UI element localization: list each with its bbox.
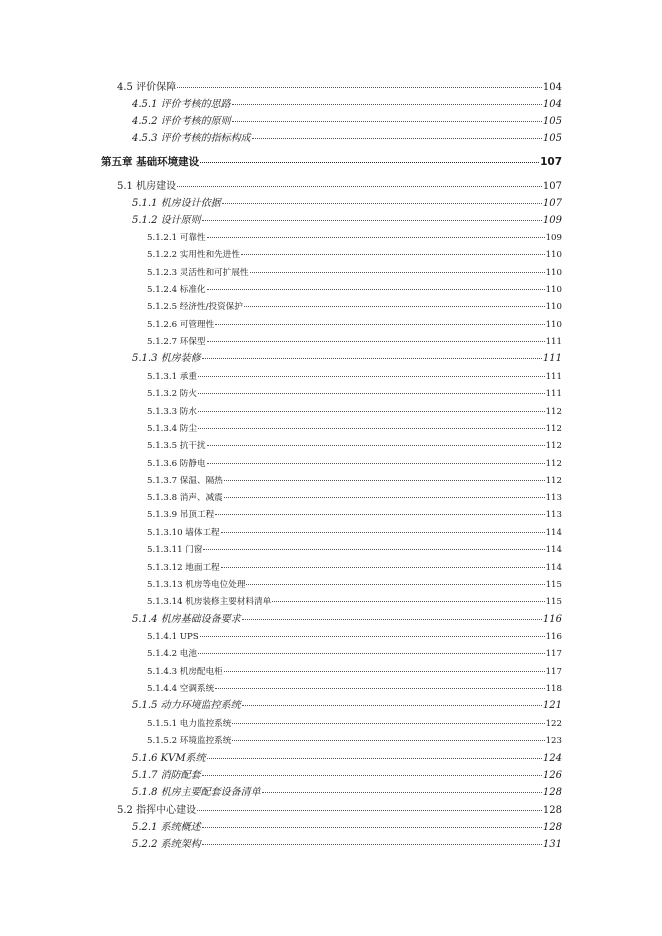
toc-entry-section[interactable] <box>117 180 562 194</box>
toc-dot-leader <box>207 758 542 759</box>
toc-dot-leader <box>198 376 545 377</box>
toc-entry-title: 5.1.5.2 环境监控系统 <box>147 736 232 746</box>
toc-entry-sub[interactable] <box>132 838 562 852</box>
toc-entry-title: 5.1 机房建设 <box>117 181 177 192</box>
toc-entry-subsub[interactable] <box>147 335 562 349</box>
toc-page-number: 131 <box>542 839 562 850</box>
toc-page-number: 110 <box>545 285 562 295</box>
toc-page-number: 110 <box>545 268 562 278</box>
toc-entry-title: 5.1.3.11 门窗 <box>147 545 203 555</box>
toc-page-number: 112 <box>545 424 562 434</box>
toc-page-number: 111 <box>545 372 562 382</box>
toc-page-number: 105 <box>542 116 562 127</box>
toc-entry-title: 5.1.5.1 电力监控系统 <box>147 719 232 729</box>
toc-page-number: 121 <box>542 700 562 711</box>
toc-entry-title: 5.1.3.6 防静电 <box>147 459 206 469</box>
toc-page-number: 123 <box>545 736 562 746</box>
toc-page-number: 128 <box>542 822 562 833</box>
toc-entry-subsub[interactable] <box>147 491 562 505</box>
toc-entry-title: 第五章 基础环境建设 <box>101 156 200 168</box>
toc-dot-leader <box>242 705 542 706</box>
toc-dot-leader <box>207 289 545 290</box>
toc-entry-subsub[interactable] <box>147 439 562 453</box>
toc-entry-title: 5.1.3.13 机房等电位处理 <box>147 580 246 590</box>
toc-entry-title: 5.1.4.2 电池 <box>147 649 197 659</box>
toc-dot-leader <box>246 584 544 585</box>
toc-entry-section[interactable] <box>117 81 562 95</box>
toc-entry-title: 4.5.1 评价考核的思路 <box>132 99 231 110</box>
toc-entry-subsub[interactable] <box>147 543 562 557</box>
toc-dot-leader <box>232 104 542 105</box>
toc-entry-title: 5.1.3.2 防火 <box>147 389 197 399</box>
toc-dot-leader <box>222 203 542 204</box>
toc-page-number: 128 <box>542 787 562 798</box>
toc-dot-leader <box>262 792 542 793</box>
toc-page-number: 118 <box>545 684 562 694</box>
toc-entry-sub[interactable] <box>132 699 562 713</box>
toc-dot-leader <box>221 532 545 533</box>
toc-entry-subsub[interactable] <box>147 508 562 522</box>
toc-page-number: 112 <box>545 441 562 451</box>
toc-dot-leader <box>215 688 544 689</box>
toc-entry-title: 5.1.2 设计原则 <box>132 215 201 226</box>
toc-page-number: 107 <box>542 181 562 192</box>
toc-entry-subsub[interactable] <box>147 682 562 696</box>
toc-page-number: 107 <box>542 198 562 209</box>
toc-entry-title: 5.1.3.7 保温、隔热 <box>147 476 223 486</box>
toc-dot-leader <box>207 445 545 446</box>
toc-dot-leader <box>207 341 545 342</box>
toc-entry-title: 4.5.2 评价考核的原则 <box>132 116 231 127</box>
toc-entry-title: 5.1.3.3 防水 <box>147 407 197 417</box>
toc-dot-leader <box>215 324 544 325</box>
toc-entry-title: 5.1.5 动力环境监控系统 <box>132 700 241 711</box>
toc-entry-sub[interactable] <box>132 352 562 366</box>
toc-entry-subsub[interactable] <box>147 647 562 661</box>
toc-dot-leader <box>197 810 542 811</box>
toc-entry-title: 5.1.2.2 实用性和先进性 <box>147 250 240 260</box>
toc-entry-title: 5.1.2.3 灵活性和可扩展性 <box>147 268 249 278</box>
toc-dot-leader <box>202 775 542 776</box>
toc-page-number: 116 <box>545 632 562 642</box>
toc-page-number: 115 <box>545 580 562 590</box>
toc-entry-section[interactable] <box>117 804 562 818</box>
toc-entry-subsub[interactable] <box>147 370 562 384</box>
toc-entry-title: 5.2.1 系统概述 <box>132 822 201 833</box>
toc-dot-leader <box>232 723 544 724</box>
toc-page-number: 109 <box>542 215 562 226</box>
toc-entry-subsub[interactable] <box>147 422 562 436</box>
toc-entry-subsub[interactable] <box>147 630 562 644</box>
toc-entry-title: 5.1.8 机房主要配套设备清单 <box>132 787 261 798</box>
toc-dot-leader <box>207 237 545 238</box>
toc-page-number: 111 <box>545 389 562 399</box>
toc-entry-title: 4.5 评价保障 <box>117 82 177 93</box>
toc-entry-sub[interactable] <box>132 786 562 800</box>
toc-page-number: 104 <box>542 82 562 93</box>
toc-entry-subsub[interactable] <box>147 474 562 488</box>
toc-entry-title: 5.1.2.4 标准化 <box>147 285 206 295</box>
toc-dot-leader <box>224 671 545 672</box>
toc-dot-leader <box>202 844 542 845</box>
toc-entry-title: 5.1.2.6 可管理性 <box>147 320 215 330</box>
toc-dot-leader <box>198 428 545 429</box>
toc-entry-sub[interactable] <box>132 214 562 228</box>
toc-page-number: 113 <box>545 510 562 520</box>
toc-entry-subsub[interactable] <box>147 717 562 731</box>
toc-dot-leader <box>202 358 542 359</box>
toc-entry-subsub[interactable] <box>147 387 562 401</box>
toc-dot-leader <box>198 653 545 654</box>
toc-entry-title: 5.1.7 消防配套 <box>132 770 201 781</box>
toc-dot-leader <box>200 636 545 637</box>
toc-dot-leader <box>232 121 542 122</box>
toc-page-number: 110 <box>545 302 562 312</box>
toc-page-number: 117 <box>545 667 562 677</box>
toc-dot-leader <box>272 601 544 602</box>
toc-entry-title: 5.1.3 机房装修 <box>132 353 201 364</box>
toc-dot-leader <box>224 480 545 481</box>
toc-entry-title: 5.1.3.5 抗干扰 <box>147 441 206 451</box>
toc-page-number: 111 <box>542 353 562 364</box>
toc-entry-title: 5.1.4.4 空调系统 <box>147 684 215 694</box>
toc-entry-subsub[interactable] <box>147 526 562 540</box>
toc-entry-sub[interactable] <box>132 769 562 783</box>
toc-dot-leader <box>202 827 542 828</box>
toc-entry-title: 5.1.4.1 UPS <box>147 632 199 642</box>
toc-entry-title: 5.1.3.1 承重 <box>147 372 197 382</box>
toc-page-number: 105 <box>542 133 562 144</box>
toc-entry-sub[interactable] <box>132 115 562 129</box>
toc-page-number: 109 <box>545 233 562 243</box>
toc-entry-title: 5.2.2 系统架构 <box>132 839 201 850</box>
toc-dot-leader <box>241 254 545 255</box>
toc-dot-leader <box>242 619 542 620</box>
toc-page-number: 114 <box>545 563 562 573</box>
toc-entry-title: 5.1.1 机房设计依据 <box>132 198 221 209</box>
toc-entry-subsub[interactable] <box>147 231 562 245</box>
toc-page-number: 128 <box>542 805 562 816</box>
toc-entry-title: 5.1.3.4 防尘 <box>147 424 197 434</box>
toc-entry-sub[interactable] <box>132 197 562 211</box>
toc-dot-leader <box>198 393 545 394</box>
toc-entry-subsub[interactable] <box>147 665 562 679</box>
toc-entry-subsub[interactable] <box>147 266 562 280</box>
toc-page-number: 113 <box>545 493 562 503</box>
toc-entry-subsub[interactable] <box>147 283 562 297</box>
toc-dot-leader <box>215 514 544 515</box>
toc-entry-subsub[interactable] <box>147 734 562 748</box>
toc-dot-leader <box>203 549 544 550</box>
toc-page-number: 115 <box>545 597 562 607</box>
toc-dot-leader <box>232 740 544 741</box>
toc-page-number: 116 <box>542 614 562 625</box>
toc-entry-title: 5.1.2.7 环保型 <box>147 337 206 347</box>
toc-page-number: 110 <box>545 250 562 260</box>
toc-page-number: 112 <box>545 459 562 469</box>
toc-entry-title: 5.1.2.5 经济性/投资保护 <box>147 302 243 312</box>
toc-entry-subsub[interactable] <box>147 457 562 471</box>
toc-dot-leader <box>177 87 542 88</box>
toc-entry-subsub[interactable] <box>147 318 562 332</box>
toc-entry-sub[interactable] <box>132 132 562 146</box>
toc-entry-title: 5.1.4 机房基础设备要求 <box>132 614 241 625</box>
toc-dot-leader <box>244 306 545 307</box>
toc-page-number: 111 <box>545 337 562 347</box>
toc-entry-sub[interactable] <box>132 821 562 835</box>
toc-entry-title: 5.1.3.9 吊顶工程 <box>147 510 215 520</box>
toc-entry-subsub[interactable] <box>147 300 562 314</box>
toc-page-number: 114 <box>545 545 562 555</box>
toc-dot-leader <box>200 162 539 163</box>
toc-entry-subsub[interactable] <box>147 578 562 592</box>
toc-entry-sub[interactable] <box>132 752 562 766</box>
toc-dot-leader <box>202 220 542 221</box>
toc-page-number: 112 <box>545 476 562 486</box>
toc-entry-title: 5.1.6 KVM系统 <box>132 753 206 764</box>
toc-entry-sub[interactable] <box>132 613 562 627</box>
toc-page-number: 112 <box>545 407 562 417</box>
toc-entry-subsub[interactable] <box>147 561 562 575</box>
toc-page-number: 117 <box>545 649 562 659</box>
toc-entry-title: 5.1.3.14 机房装修主要材料清单 <box>147 597 272 607</box>
toc-dot-leader <box>250 272 545 273</box>
toc-page-number: 107 <box>540 156 562 168</box>
toc-entry-subsub[interactable] <box>147 248 562 262</box>
toc-entry-subsub[interactable] <box>147 595 562 609</box>
toc-page-number: 122 <box>545 719 562 729</box>
toc-entry-title: 5.1.3.12 地面工程 <box>147 563 220 573</box>
toc-entry-title: 5.1.3.8 消声、减震 <box>147 493 223 503</box>
toc-page-number: 114 <box>545 528 562 538</box>
toc-dot-leader <box>198 411 545 412</box>
toc-entry-title: 5.1.3.10 墙体工程 <box>147 528 220 538</box>
toc-entry-title: 5.2 指挥中心建设 <box>117 805 197 816</box>
toc-dot-leader <box>177 186 542 187</box>
toc-dot-leader <box>221 567 545 568</box>
toc-page-number: 104 <box>542 99 562 110</box>
toc-dot-leader <box>224 497 545 498</box>
toc-entry-title: 4.5.3 评价考核的指标构成 <box>132 133 251 144</box>
toc-page-number: 110 <box>545 320 562 330</box>
toc-page-number: 124 <box>542 753 562 764</box>
toc-entry-title: 5.1.2.1 可靠性 <box>147 233 206 243</box>
toc-dot-leader <box>207 463 545 464</box>
toc-page-number: 126 <box>542 770 562 781</box>
toc-dot-leader <box>252 138 542 139</box>
toc-entry-sub[interactable] <box>132 98 562 112</box>
toc-entry-title: 5.1.4.3 机房配电柜 <box>147 667 223 677</box>
toc-entry-chapter[interactable] <box>101 155 562 169</box>
toc-entry-subsub[interactable] <box>147 405 562 419</box>
